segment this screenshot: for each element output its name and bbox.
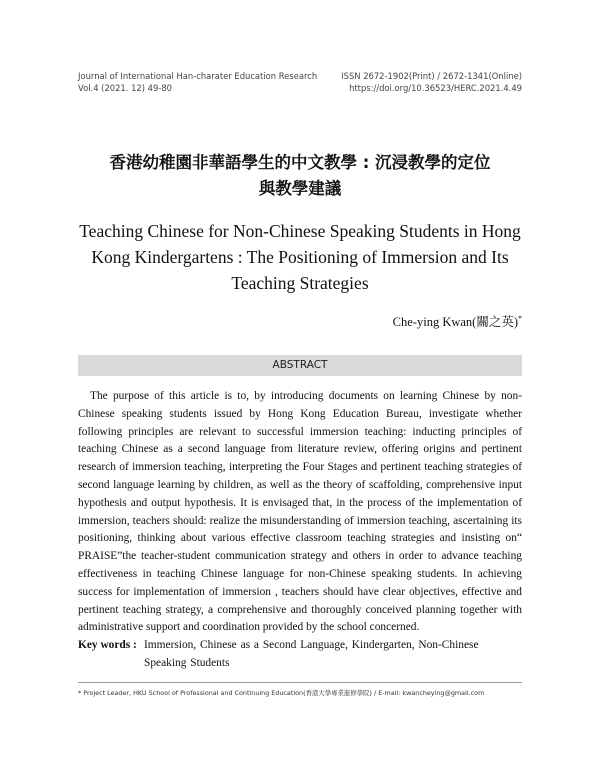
keywords-label: Key words : <box>78 639 137 651</box>
footnote-divider <box>78 682 522 683</box>
keywords-section <box>78 637 522 673</box>
abstract-heading: ABSTRACT <box>78 355 522 376</box>
doi-link[interactable]: https://doi.org/10.36523/HERC.2021.4.49 <box>349 83 522 93</box>
english-title-line-2: Kong Kindergartens : The Positioning of Immersion and Its <box>91 247 509 267</box>
journal-header-left <box>78 70 317 94</box>
english-title <box>60 218 540 296</box>
chinese-title <box>60 150 540 202</box>
english-title-line-1: Teaching Chinese for Non-Chinese Speaking Students in Hong <box>79 221 521 241</box>
volume-issue: Vol.4 (2021. 12) 49-80 <box>78 83 173 93</box>
author-footnote: * Project Leader, HKU School of Professional and Continuing Education(香港大學專業進修學院) / E-mail: kwancheying@gmail.com <box>78 689 485 697</box>
author-name: Che-ying Kwan(關之英) <box>392 315 518 329</box>
issn: ISSN 2672-1902(Print) / 2672-1341(Online) <box>341 71 522 81</box>
english-title-line-3: Teaching Strategies <box>231 273 369 293</box>
keywords-text: Immersion, Chinese as a Second Language, Kindergarten, Non-Chinese Speaking Students <box>144 639 479 669</box>
journal-name: Journal of International Han-charater Education Research <box>78 71 318 81</box>
abstract-body: The purpose of this article is to, by introducing documents on learning Chinese by non-Chinese speaking students issued by Hong Kong Education Bureau, investigate whether following principles are relevant to successful immersion teaching: inducting principles of teaching Chinese as a second language from literature review, offering origins and pertinent research of immersion teaching, interpreting the Four Stages and pertinent teaching strategies of second language learning by children, as well as the theory of scaffolding, comprehensive input hypothesis and output hypothesis. It is envisaged that, in the process of the implementation of immersion, teachers should: realize the misunderstanding of immersion teaching, ascertaining its positioning, thinking about various effective classroom teaching strategies and insisting on“ PRAISE”the teacher-student communication strategy and others in order to advance teaching effectiveness in teaching Chinese language for non-Chinese speaking students. In achieving success for implementation of immersion , teachers should have clear objectives, effective and pertinent teaching strategy, a comprehensive and thoroughly conceived planning together with administrative support and coordination provided by the school concerned. <box>78 390 522 634</box>
chinese-title-line-1: 香港幼稚園非華語學生的中文教學 : 沉浸教學的定位 <box>109 153 491 172</box>
chinese-title-line-2: 與教學建議 <box>258 179 342 198</box>
author-footnote-marker[interactable]: * <box>518 313 522 323</box>
journal-header-right <box>341 70 522 94</box>
author-line <box>393 312 522 330</box>
